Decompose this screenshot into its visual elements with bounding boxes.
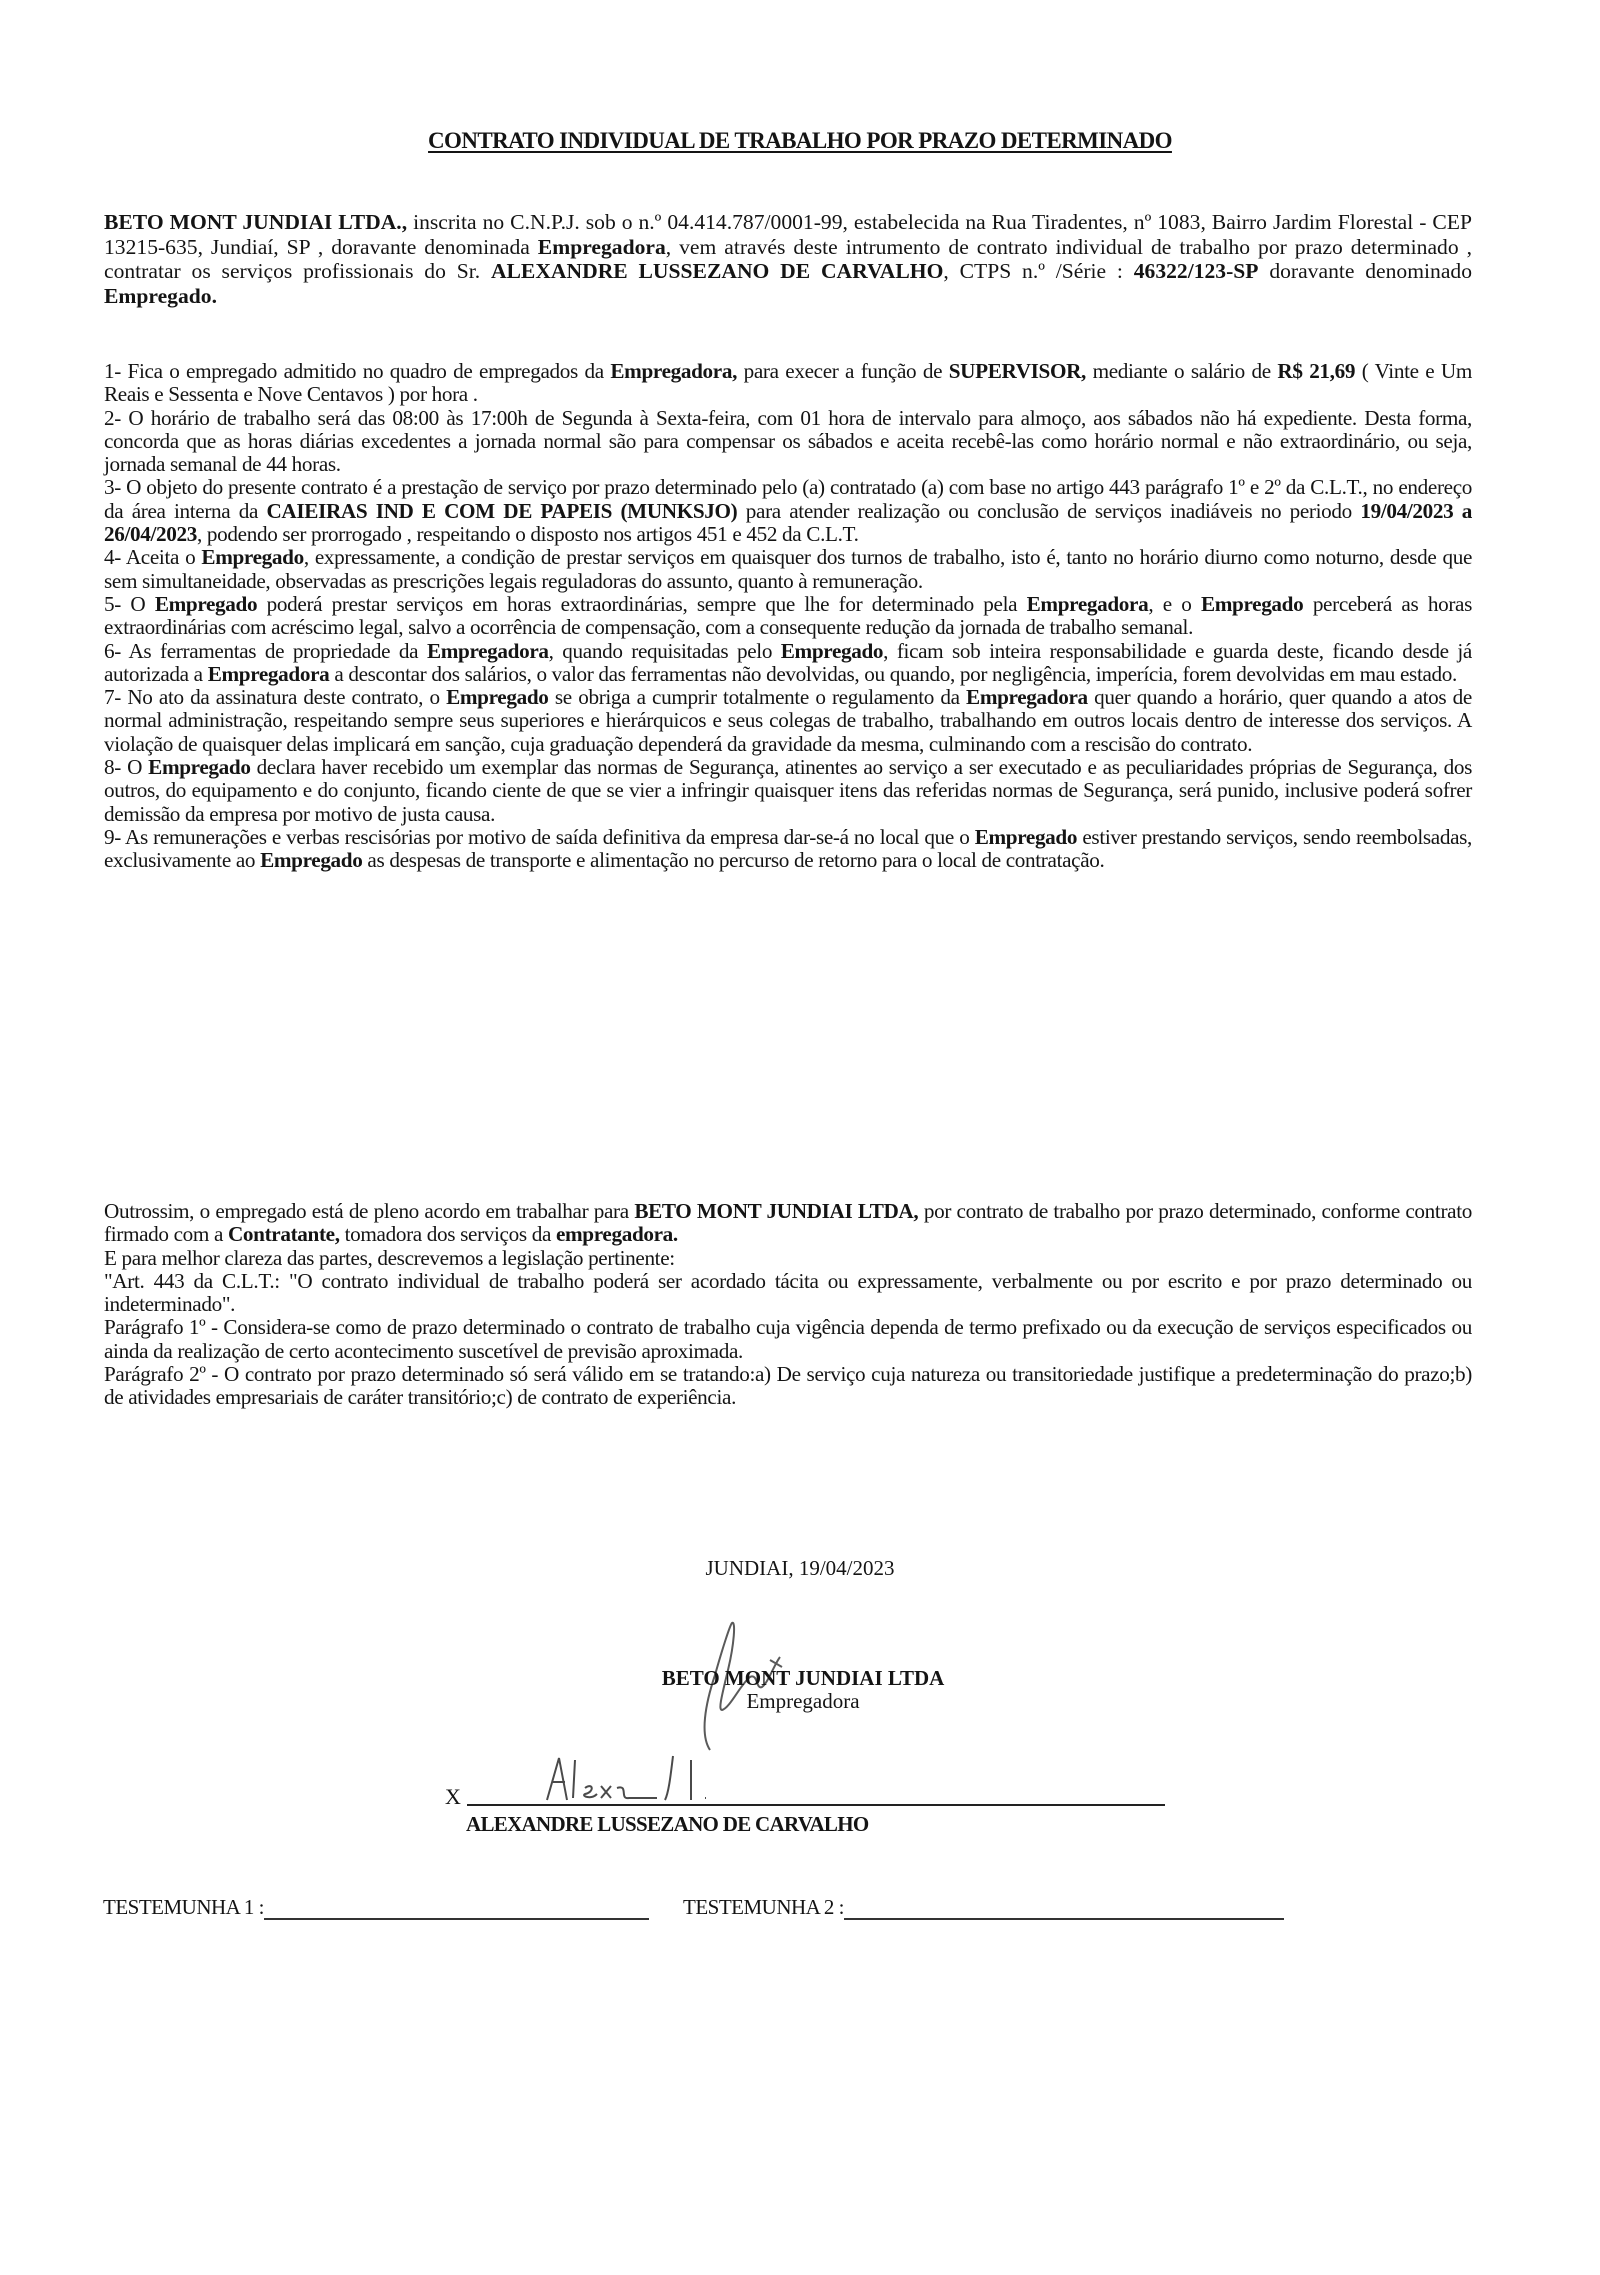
witness-1-label: TESTEMUNHA 1 : <box>103 1895 264 1919</box>
witness-2-label: TESTEMUNHA 2 : <box>683 1895 844 1919</box>
clause-1 <box>104 360 1472 407</box>
bold-term: SUPERVISOR, <box>948 359 1087 383</box>
clauses-section <box>104 360 1472 873</box>
bold-term: Empregadora, <box>610 359 738 383</box>
text-segment: perceberá as horas extraordinárias com acréscimo legal, salvo a ocorrência de compensação, com a consequente redução da jornada de trabalho semanal. <box>104 591 1472 640</box>
witness-1 <box>103 1895 649 1920</box>
clause-8 <box>104 756 1472 826</box>
text-segment: , ficam sob inteira responsabilidade e guarda deste, ficando desde já autorizada a <box>104 638 1472 686</box>
text-segment: as despesas de transporte e alimentação no percurso de retorno para o local de contratação. <box>362 848 1105 873</box>
employer-signature-block <box>638 1666 968 1714</box>
bold-term: Empregado <box>974 824 1078 849</box>
employee-term: Empregado. <box>104 283 217 308</box>
closing-section <box>104 1200 1472 1410</box>
closing-paragraph-5 <box>104 1363 1472 1410</box>
text-segment: mediante o salário de <box>1086 359 1278 383</box>
text-segment: Parágrafo 1º - Considera-se como de prazo determinado o contrato de trabalho cuja vigência dependa de termo prefixado ou da execução de serviços especificados ou ainda da realização de certo acontecimento suscetível de previsão aproximada. <box>104 1315 1472 1363</box>
text-segment: tomadora dos serviços da <box>339 1222 556 1247</box>
text-segment: 1- Fica o empregado admitido no quadro de empregados da <box>104 359 611 383</box>
signature-mark: X <box>445 1784 461 1809</box>
text-segment: , podendo ser prorrogado , respeitando o disposto nos artigos 451 e 452 da C.L.T. <box>197 522 859 547</box>
closing-paragraph-2 <box>104 1247 1472 1270</box>
bold-term: Empregado <box>780 638 884 663</box>
employee-signature-line <box>445 1770 1165 1810</box>
bold-term: empregadora. <box>555 1222 678 1247</box>
text-segment: 8- O <box>104 755 149 780</box>
clause-2 <box>104 407 1472 477</box>
bold-term: Empregadora <box>966 685 1088 710</box>
text-segment: ( Vinte e Um Reais e Sessenta e Nove Centavos ) por hora . <box>104 359 1473 407</box>
employer-name: BETO MONT JUNDIAI LTDA <box>661 1666 945 1690</box>
bold-term: Empregado <box>260 848 363 873</box>
employee-printed-name: ALEXANDRE LUSSEZANO DE CARVALHO <box>466 1812 869 1836</box>
text-segment: declara haver recebido um exemplar das normas de Segurança, atinentes ao serviço a ser executado e as peculiaridades próprias de Segurança, dos outros, do equipamento e do conjunto, ficando ciente de que se vier a infringir quaisquer itens das referidas normas de Segurança, será punido, inclusive poderá sofrer demissão da empresa por motivo de justa causa. <box>104 755 1473 826</box>
text-segment: , expressamente, a condição de prestar serviços em quaisquer dos turnos de trabalho, isto é, tanto no horário diurno como noturno, desde que sem simultaneidade, observadas as prescrições legais reguladoras do assunto, quanto à remuneração. <box>104 545 1472 593</box>
text-segment: , quando requisitadas pelo <box>548 638 781 663</box>
text-segment: 7- No ato da assinatura deste contrato, o <box>104 685 447 710</box>
text-segment: Parágrafo 2º - O contrato por prazo determinado só será válido em se tratando:a) De serviço cuja natureza ou transitoriedade justifique a predeterminação do prazo;b) de atividades empresariais de caráter transitório;c) de contrato de experiência. <box>104 1362 1472 1410</box>
company-name: BETO MONT JUNDIAI LTDA., <box>104 210 408 234</box>
text-segment: poderá prestar serviços em horas extraordinárias, sempre que lhe for determinado pela <box>257 591 1027 616</box>
clause-3 <box>104 476 1472 546</box>
bold-term: Contratante, <box>227 1222 340 1247</box>
text-segment: por contrato de trabalho por prazo determinado, conforme contrato firmado com a <box>104 1199 1472 1247</box>
bold-term: Empregado <box>201 545 304 570</box>
text-segment: Outrossim, o empregado está de pleno acordo em trabalhar para <box>104 1199 635 1223</box>
text-segment: , e o <box>1148 591 1201 616</box>
clause-5 <box>104 593 1472 640</box>
place-date: JUNDIAI, 19/04/2023 <box>705 1556 895 1580</box>
bold-term: Empregado <box>1200 591 1304 616</box>
text-segment: a descontar dos salários, o valor das ferramentas não devolvidas, ou quando, por negligência, imperícia, forem devolvidas em mau estado. <box>329 661 1457 686</box>
text-segment: 5- O <box>104 591 155 616</box>
bold-term: Empregadora <box>426 638 549 663</box>
text-segment: 6- As ferramentas de propriedade da <box>104 638 427 663</box>
employer-term: Empregadora <box>537 234 666 259</box>
ctps-number: 46322/123-SP <box>1133 259 1259 283</box>
bold-term: Empregado <box>446 685 549 710</box>
employer-role: Empregadora <box>746 1689 860 1713</box>
clause-4 <box>104 546 1472 593</box>
text-segment: estiver prestando serviços, sendo reembolsadas, exclusivamente ao <box>104 824 1472 873</box>
text-segment: 4- Aceita o <box>104 545 202 570</box>
clause-7 <box>104 686 1472 756</box>
bold-term: Empregado <box>154 591 258 616</box>
text-segment: 9- As remunerações e verbas rescisórias por motivo de saída definitiva da empresa dar-se-á no local que o <box>104 824 975 849</box>
bold-term: CAIEIRAS IND E COM DE PAPEIS (MUNKSJO) <box>266 498 738 523</box>
bold-term: Empregado <box>148 755 251 780</box>
witness-2-line <box>844 1898 1284 1920</box>
text-segment: 2- O horário de trabalho será das 08:00 às 17:00h de Segunda à Sexta-feira, com 01 hora de intervalo para almoço, aos sábados não há expediente. Desta forma, concorda que as horas diárias excedentes a jornada normal são para compensar os sábados e aceita recebê-las como horário normal e não extraordinário, ou seja, jornada semanal de 44 horas. <box>104 405 1472 477</box>
bold-term: Empregadora <box>1026 591 1149 616</box>
text-segment: quer quando a horário, quer quando a atos de normal administração, respeitando sempre seus superiores e hierárquicos e seus colegas de trabalho, trabalhando em outros locais dentro de interesse dos serviços. A violação de quaisquer delas implicará em sanção, cuja graduação dependerá da gravidade da mesma, culminando com a rescisão do contrato. <box>104 685 1472 756</box>
witness-1-line <box>264 1898 649 1920</box>
bold-term: R$ 21,69 <box>1277 359 1356 383</box>
text-segment: "Art. 443 da C.L.T.: "O contrato individual de trabalho poderá ser acordado tácita ou expressamente, verbalmente ou por escrito e por prazo determinado ou indeterminado". <box>104 1268 1472 1317</box>
closing-paragraph-1 <box>104 1200 1472 1247</box>
bold-term: BETO MONT JUNDIAI LTDA, <box>634 1199 919 1223</box>
closing-paragraph-3 <box>104 1270 1472 1317</box>
clause-6 <box>104 640 1472 687</box>
bold-term: 19/04/2023 a 26/04/2023 <box>104 498 1473 547</box>
text-segment: 3- O objeto do presente contrato é a prestação de serviço por prazo determinado pelo (a) contratado (a) com base no artigo 443 parágrafo 1º e 2º da C.L.T., no endereço da área interna da <box>104 475 1472 523</box>
employee-signature-scribble <box>545 1752 765 1810</box>
intro-paragraph: BETO MONT JUNDIAI LTDA., inscrita no C.N.P.J. sob o n.º 04.414.787/0001-99, estabelecida na Rua Tiradentes, nº 1083, Bairro Jardim Florestal - CEP 13215-635, Jundiaí, SP , doravante denominada Empregadora, vem através deste intrumento de contrato individual de trabalho por prazo determinado , contratar os serviços profissionais do Sr. ALEXANDRE LUSSEZANO DE CARVALHO, CTPS n.º /Série : 46322/123-SP doravante denominado Empregado. <box>104 210 1473 308</box>
clause-9 <box>104 826 1472 873</box>
witness-2 <box>683 1895 1284 1920</box>
text-segment: para execer a função de <box>737 359 949 383</box>
text-segment: E para melhor clareza das partes, descrevemos a legislação pertinente: <box>104 1245 675 1270</box>
text-segment: para atender realização ou conclusão de serviços inadiáveis no periodo <box>737 498 1361 523</box>
document-title: CONTRATO INDIVIDUAL DE TRABALHO POR PRAZO DETERMINADO <box>428 128 1172 153</box>
bold-term: Empregadora <box>207 661 330 686</box>
closing-paragraph-4 <box>104 1316 1472 1363</box>
text-segment: se obriga a cumprir totalmente o regulamento da <box>548 685 967 710</box>
employee-name: ALEXANDRE LUSSEZANO DE CARVALHO <box>490 259 944 283</box>
